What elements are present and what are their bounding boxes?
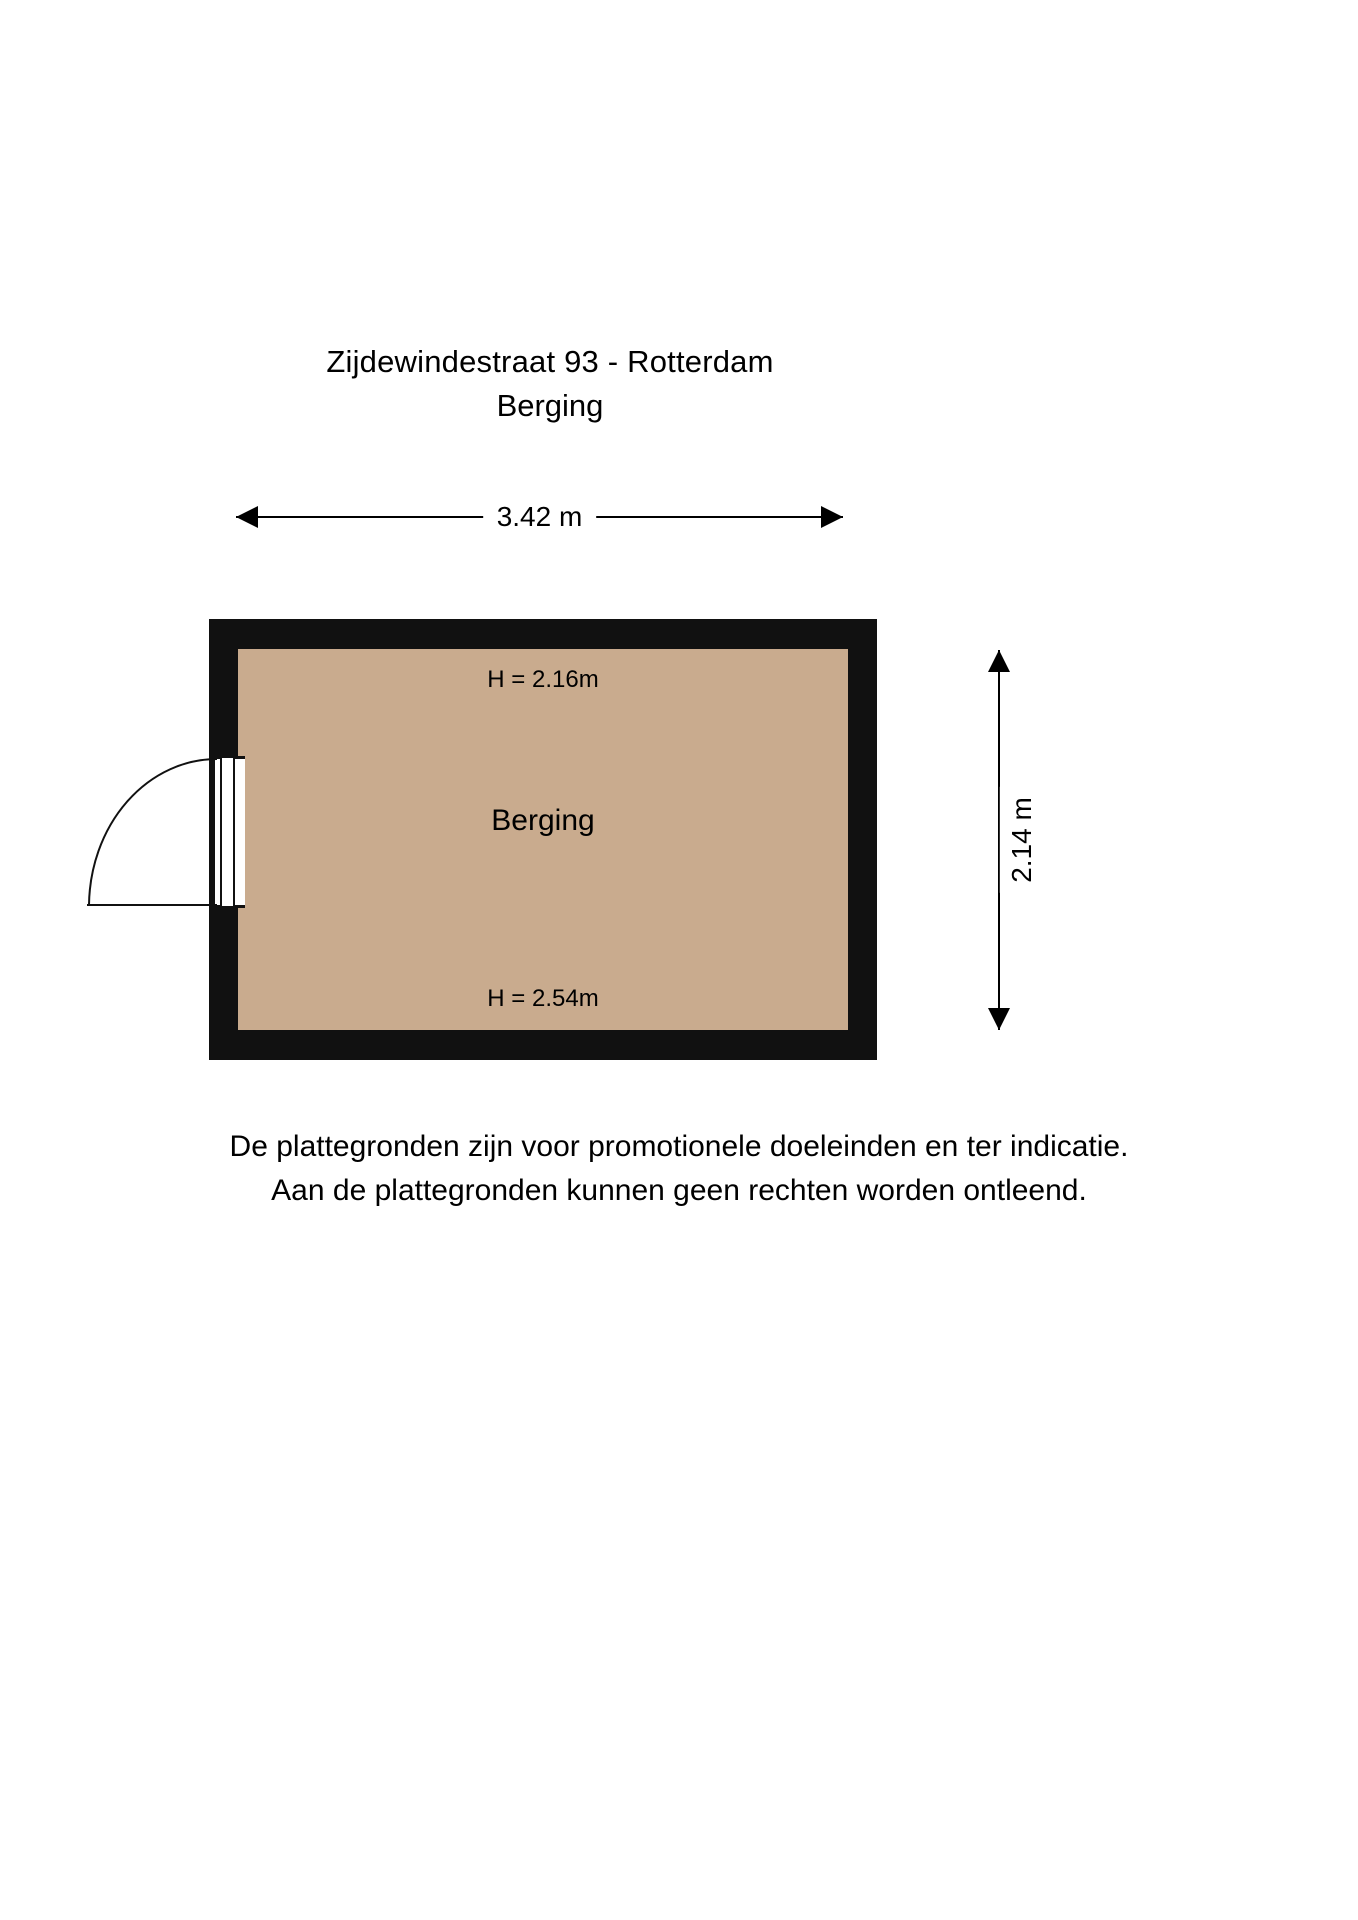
height-dimension-label: 2.14 m — [1000, 787, 1044, 893]
disclaimer-line-1: De plattegronden zijn voor promotionele doeleinden en ter indicatie. — [229, 1130, 1129, 1163]
page-subtitle: Berging — [496, 388, 604, 423]
room-name-label: Berging — [491, 804, 595, 837]
room-berging — [238, 649, 848, 1030]
door-swing-arc — [87, 757, 217, 907]
arrow-down-icon — [988, 1008, 1010, 1030]
width-dimension — [236, 497, 843, 539]
disclaimer — [0, 1125, 1358, 1213]
arrow-right-icon — [821, 506, 843, 528]
page-title: Zijdewindestraat 93 - Rotterdam — [326, 344, 774, 379]
ceiling-height-bottom-label: H = 2.54m — [487, 985, 599, 1012]
height-dimension — [975, 650, 1037, 1030]
arrow-up-icon — [988, 650, 1010, 672]
ceiling-height-top-label: H = 2.16m — [487, 666, 599, 693]
door-leaf — [220, 758, 235, 906]
width-dimension-label: 3.42 m — [483, 497, 597, 537]
disclaimer-line-2: Aan de plattegronden kunnen geen rechten worden ontleend. — [271, 1174, 1087, 1207]
title-block — [0, 340, 1100, 428]
floor-plan — [209, 619, 877, 1060]
arrow-left-icon — [236, 506, 258, 528]
